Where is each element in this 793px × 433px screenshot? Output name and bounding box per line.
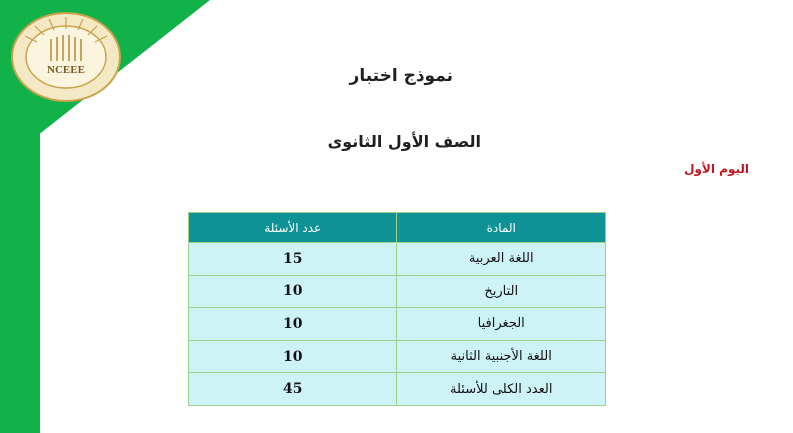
count-cell: 15 xyxy=(189,243,397,276)
logo-acronym: NCEEE xyxy=(47,64,85,76)
subject-cell: اللغة الأجنبية الثانية xyxy=(397,340,606,373)
page-subtitle: الصف الأول الثانوى xyxy=(327,132,481,151)
table-row-total xyxy=(189,373,606,406)
table-row xyxy=(189,340,606,373)
header-question-count: عدد الأسئلة xyxy=(189,213,397,243)
count-cell: 45 xyxy=(189,373,397,406)
table-header-row xyxy=(189,213,606,243)
page-title: نموذج اختبار xyxy=(349,66,453,86)
count-cell: 10 xyxy=(189,275,397,308)
subject-cell: الجغرافيا xyxy=(397,308,606,341)
subject-cell: التاريخ xyxy=(397,275,606,308)
nceee-logo xyxy=(9,9,123,105)
count-cell: 10 xyxy=(189,340,397,373)
table-row xyxy=(189,308,606,341)
subject-cell: العدد الكلى للأسئلة xyxy=(397,373,606,406)
count-cell: 10 xyxy=(189,308,397,341)
header-subject: المادة xyxy=(397,213,606,243)
table-row xyxy=(189,243,606,276)
table-row xyxy=(189,275,606,308)
subjects-table xyxy=(188,212,606,406)
subject-cell: اللغة العربية xyxy=(397,243,606,276)
day-label: اليوم الأول xyxy=(684,162,749,176)
